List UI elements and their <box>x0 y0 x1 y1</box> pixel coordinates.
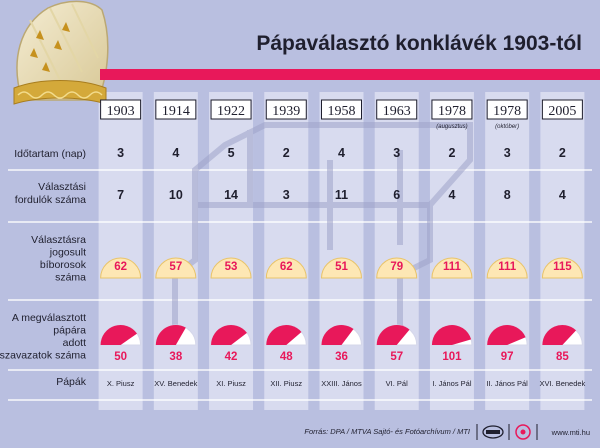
votes-value: 57 <box>390 351 404 363</box>
votes-value: 101 <box>442 351 462 363</box>
electors-value: 53 <box>224 261 238 273</box>
year-label: 1978 <box>437 104 466 119</box>
electors-value: 115 <box>553 261 572 273</box>
days-value: 4 <box>172 146 180 160</box>
electors-value: 111 <box>498 261 517 273</box>
year-label: 1978 <box>493 104 522 119</box>
days-value: 3 <box>393 146 401 160</box>
pope-name: XXIII. János <box>321 379 362 388</box>
days-value: 5 <box>227 146 235 160</box>
electors-value: 62 <box>279 261 293 273</box>
pope-name: VI. Pál <box>385 379 408 388</box>
votes-value: 85 <box>555 351 569 363</box>
electors-value: 111 <box>442 261 461 273</box>
days-value: 2 <box>282 146 290 160</box>
year-label: 1922 <box>217 104 246 119</box>
year-label: 2005 <box>548 104 577 119</box>
pope-name: X. Piusz <box>106 379 135 388</box>
electors-value: 62 <box>114 261 128 273</box>
electors-value: 57 <box>169 261 183 273</box>
year-label: 1939 <box>272 104 301 119</box>
rounds-value: 4 <box>558 188 566 202</box>
row-label-days: Időtartam (nap) <box>14 148 86 160</box>
votes-value: 36 <box>335 351 348 363</box>
pope-name: I. János Pál <box>432 379 472 388</box>
row-label-pope: Pápák <box>56 376 86 388</box>
row-label-text: A megválasztott pápára adott szavazatok száma <box>0 312 86 362</box>
pope-name: II. János Pál <box>486 379 528 388</box>
votes-value: 50 <box>114 351 128 363</box>
days-value: 3 <box>503 146 511 160</box>
year-label: 1958 <box>327 104 356 119</box>
days-value: 2 <box>558 146 566 160</box>
pope-name: XV. Benedek <box>154 379 198 388</box>
source-note: Forrás: DPA / MTVA Sajtó- és Fotóarchívum / MTI <box>304 427 470 436</box>
rounds-value: 3 <box>282 188 290 202</box>
electors-value: 51 <box>335 261 348 273</box>
votes-value: 38 <box>169 351 183 363</box>
rounds-value: 11 <box>334 188 349 202</box>
pope-name: XI. Piusz <box>216 379 246 388</box>
year-label: 1903 <box>106 104 135 119</box>
rounds-value: 14 <box>224 188 239 202</box>
row-label-text: Választási fordulók száma <box>14 181 86 206</box>
rounds-value: 7 <box>117 188 125 202</box>
year-sublabel: (augusztus) <box>436 124 468 130</box>
days-value: 3 <box>117 146 125 160</box>
days-value: 4 <box>338 146 345 160</box>
rounds-value: 6 <box>393 188 401 202</box>
footer-url: www.mti.hu <box>551 428 590 437</box>
rounds-value: 8 <box>503 188 511 202</box>
year-label: 1914 <box>161 104 190 119</box>
chart-title: Pápaválasztó konklávék 1903-tól <box>256 32 582 55</box>
rounds-value: 10 <box>168 188 183 202</box>
accent-band <box>100 69 600 80</box>
year-sublabel: (október) <box>495 124 520 130</box>
row-label-text: Választásra jogosult bíborosok száma <box>31 234 86 284</box>
electors-value: 79 <box>390 261 404 273</box>
votes-value: 97 <box>500 351 514 363</box>
pope-name: XVI. Benedek <box>539 379 586 388</box>
pope-name: XII. Piusz <box>270 379 303 388</box>
year-label: 1963 <box>382 104 411 119</box>
days-value: 2 <box>448 146 456 160</box>
votes-value: 42 <box>224 351 238 363</box>
votes-value: 48 <box>279 351 293 363</box>
rounds-value: 4 <box>448 188 456 202</box>
